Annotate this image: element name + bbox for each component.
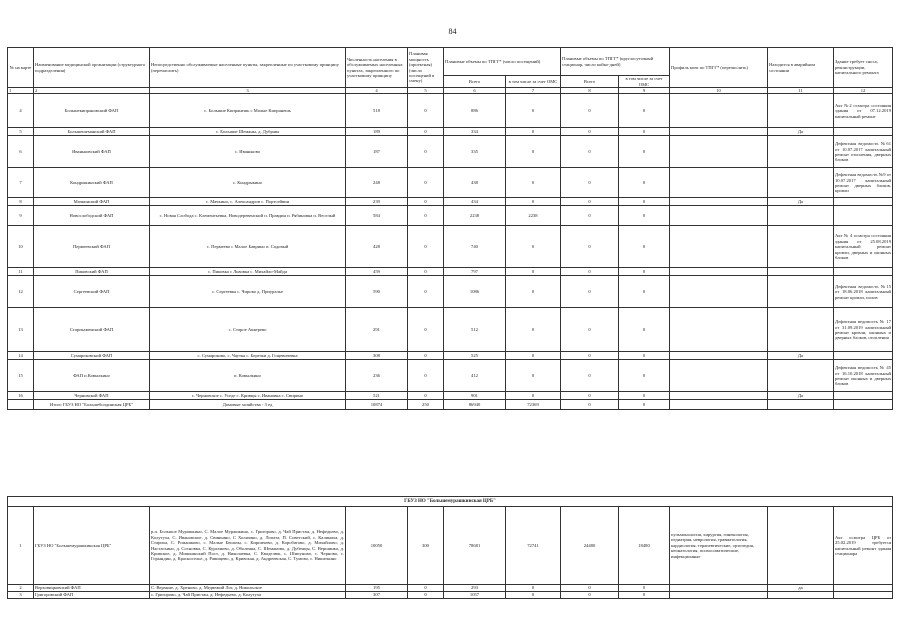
places: с. Иваньково xyxy=(150,136,346,168)
bed-days-oms: 0 xyxy=(619,592,670,599)
visits-oms: 0 xyxy=(506,168,561,198)
bed-profile xyxy=(670,585,768,592)
visits-total: 886 xyxy=(444,94,506,128)
places: с. Сергеевка с. Чирово д. Приуралье xyxy=(150,276,346,308)
murashkino-table xyxy=(7,496,893,599)
repair-note: Акт №2 осмотра состояния здания от 07.12.2019 капитальный ремонт xyxy=(834,94,893,128)
visits-total: 434 xyxy=(444,198,506,206)
visits-total: 2238 xyxy=(444,206,506,226)
col-number: 8 xyxy=(561,88,619,94)
visits-total: 1057 xyxy=(444,592,506,599)
row-number: 10 xyxy=(8,226,34,268)
table-row xyxy=(8,136,893,168)
visits-oms: 0 xyxy=(506,308,561,352)
emergency-status xyxy=(768,136,834,168)
table-row xyxy=(8,352,893,360)
org-name: Большешеманский ФАП xyxy=(34,128,150,136)
capacity: 0 xyxy=(408,206,444,226)
bed-profile xyxy=(670,276,768,308)
repair-note xyxy=(834,400,893,410)
places: с. Новая Слобода с. Клементьевка, Новодеревенский п. Правдин п. Рябиновка п. Веселый xyxy=(150,206,346,226)
emergency-status xyxy=(768,268,834,276)
repair-note xyxy=(834,268,893,276)
places: с. Большие Кипранешь с Малые Кипранешь xyxy=(150,94,346,128)
emergency-status xyxy=(768,94,834,128)
row-number: 8 xyxy=(8,198,34,206)
table-row xyxy=(8,392,893,400)
bed-profile xyxy=(670,226,768,268)
row-number: 5 xyxy=(8,128,34,136)
header-places: Непосредственно обслуживаемые населенные пункты, закрепленные по участковому принципу (перечислить) xyxy=(150,48,346,88)
org-name: Большекипрановский ФАП xyxy=(34,94,150,128)
col-number: 2 xyxy=(34,88,150,94)
col-number: 10 xyxy=(670,88,768,94)
repair-note xyxy=(834,392,893,400)
org-name: ГБУЗ НО "Большемурашкинская ЦРБ" xyxy=(34,507,150,585)
col-number: 12 xyxy=(834,88,893,94)
org-name: Итого ГБУЗ НО "Большеболдинская ЦРБ" xyxy=(34,400,150,410)
org-name: Пиковский ФАП xyxy=(34,268,150,276)
bed-days-oms: 0 xyxy=(619,352,670,360)
capacity: 0 xyxy=(408,360,444,392)
visits-oms: 0 xyxy=(506,352,561,360)
population: 248 xyxy=(346,168,408,198)
visits-oms: 0 xyxy=(506,392,561,400)
population: 10050 xyxy=(346,507,408,585)
org-name: Григоровский ФАП xyxy=(34,592,150,599)
table-row xyxy=(8,206,893,226)
repair-note xyxy=(834,128,893,136)
emergency-status xyxy=(768,226,834,268)
repair-note xyxy=(834,206,893,226)
bed-days-oms: 0 xyxy=(619,585,670,592)
places: с. Черновское с. Уседе с. Кривцы с. Ивановка с. Свирино xyxy=(150,392,346,400)
population: 584 xyxy=(346,206,408,226)
visits-total: 901 xyxy=(444,392,506,400)
population: 239 xyxy=(346,198,408,206)
table-row xyxy=(8,226,893,268)
capacity: 0 xyxy=(408,592,444,599)
bed-profile xyxy=(670,168,768,198)
table-row xyxy=(8,360,893,392)
capacity: 0 xyxy=(408,276,444,308)
bed-days-total: 0 xyxy=(561,168,619,198)
visits-oms: 72741 xyxy=(506,507,561,585)
bed-days-total: 0 xyxy=(561,136,619,168)
bed-profile xyxy=(670,198,768,206)
org-name: Пермеевский ФАП xyxy=(34,226,150,268)
bed-days-total: 0 xyxy=(561,226,619,268)
emergency-status xyxy=(768,360,834,392)
org-name: Мачкинский ФАП xyxy=(34,198,150,206)
bed-days-oms: 0 xyxy=(619,308,670,352)
repair-note xyxy=(834,352,893,360)
visits-oms: 0 xyxy=(506,592,561,599)
bed-profile xyxy=(670,128,768,136)
facilities-table xyxy=(7,47,893,410)
table-row xyxy=(8,168,893,198)
places: с. Мачкино, с. Александров с. Портсейвин xyxy=(150,198,346,206)
capacity: 0 xyxy=(408,136,444,168)
org-name: Черновской ФАП xyxy=(34,392,150,400)
population: 189 xyxy=(346,128,408,136)
table-row xyxy=(8,592,893,599)
visits-oms: 72369 xyxy=(506,400,561,410)
visits-total: 1086 xyxy=(444,276,506,308)
bed-profile xyxy=(670,592,768,599)
col-number: 7 xyxy=(506,88,561,94)
org-name: ФАП п.Ковылкино xyxy=(34,360,150,392)
places: С. Верхние, д. Хреново, д. Медвежий Лог, д. Никольское xyxy=(150,585,346,592)
row-number: 11 xyxy=(8,268,34,276)
table-row xyxy=(8,128,893,136)
places: с. Григорово, д. Чай Пристан, д. Нефедьево, д. Колутуха xyxy=(150,592,346,599)
header-map-number: № на карте xyxy=(8,48,34,88)
population: 195 xyxy=(346,585,408,592)
emergency-status: да xyxy=(768,585,834,592)
capacity: 0 xyxy=(408,198,444,206)
population: 187 xyxy=(346,136,408,168)
bed-days-total: 0 xyxy=(561,360,619,392)
repair-note: Дефектная ведомость №61 от 10.07.2017 капитальный ремонт отопления, дверных блоков xyxy=(834,136,893,168)
emergency-status: Да xyxy=(768,128,834,136)
org-name: Кондрыкинский ФАП xyxy=(34,168,150,198)
bed-days-oms: 0 xyxy=(619,226,670,268)
repair-note: Дефектная ведомость № 45 от 16.10.2018 капитальный ремонт оконных и дверных блоков xyxy=(834,360,893,392)
col-number: 6 xyxy=(444,88,506,94)
emergency-status xyxy=(768,592,834,599)
header-bed-days: Плановые объемы по ТПГГ* (круглосуточный стационар, число койко-дней) xyxy=(561,48,670,76)
visits-total: 740 xyxy=(444,226,506,268)
emergency-status: Да xyxy=(768,352,834,360)
emergency-status xyxy=(768,308,834,352)
row-number: 3 xyxy=(8,592,34,599)
col-number: 11 xyxy=(768,88,834,94)
places: п. Ковылкино xyxy=(150,360,346,392)
col-number: 1 xyxy=(8,88,34,94)
subheader-visits-oms: в том числе за счет ОМС xyxy=(506,76,561,88)
emergency-status xyxy=(768,206,834,226)
visits-oms: 0 xyxy=(506,276,561,308)
bed-days-total: 0 xyxy=(561,206,619,226)
table-row xyxy=(8,198,893,206)
org-name: Сумароковский ФАП xyxy=(34,352,150,360)
header-organization: Наименование медицинской организации (структурного подразделения) xyxy=(34,48,150,88)
subheader-visits-total: Всего xyxy=(444,76,506,88)
table-row xyxy=(8,94,893,128)
population: 10874 xyxy=(346,400,408,410)
bed-days-oms: 0 xyxy=(619,268,670,276)
bed-profile xyxy=(670,206,768,226)
capacity: 0 xyxy=(408,226,444,268)
bed-profile: пульмонология, хирургия, гинекология, педиатрия, неврология, травматология, кардиология, терапевтические, ортопедия, неонатология, психосоматические, инфекционные xyxy=(670,507,768,585)
visits-oms: 2238 xyxy=(506,206,561,226)
bed-days-oms: 0 xyxy=(619,168,670,198)
row-number: 7 xyxy=(8,168,34,198)
places: с. Сумароково, с. Чаутка с. Березки д. Гощевичевка xyxy=(150,352,346,360)
bed-days-total: 0 xyxy=(561,268,619,276)
org-name: Старокаменский ФАП xyxy=(34,308,150,352)
population: 308 xyxy=(346,352,408,360)
capacity: 0 xyxy=(408,585,444,592)
population: 518 xyxy=(346,94,408,128)
header-capacity: Плановая мощность (проектная) (число посещений в смену) xyxy=(408,48,444,88)
bed-days-total: 0 xyxy=(561,592,619,599)
row-number: 6 xyxy=(8,136,34,168)
bed-days-total: 0 xyxy=(561,585,619,592)
row-number: 1 xyxy=(8,507,34,585)
col-number: 9 xyxy=(619,88,670,94)
population: 291 xyxy=(346,308,408,352)
row-number: 13 xyxy=(8,308,34,352)
bed-days-total: 0 xyxy=(561,308,619,352)
emergency-status: Да xyxy=(768,392,834,400)
table-row xyxy=(8,268,893,276)
visits-oms: 0 xyxy=(506,585,561,592)
repair-note xyxy=(834,592,893,599)
subheader-beds-oms: в том числе за счет ОМС xyxy=(619,76,670,88)
repair-note: Дефектная ведомость №9 от 10.07.2017 капитальный ремонт дверных блоков, кровли xyxy=(834,168,893,198)
visits-oms: 0 xyxy=(506,268,561,276)
repair-note: Акт осмотра ЦРБ от 25.02.2019 требуется капитальный ремонт здания стационара xyxy=(834,507,893,585)
visits-total: 78681 xyxy=(444,507,506,585)
repair-note xyxy=(834,198,893,206)
bed-profile xyxy=(670,360,768,392)
places: с. Пиковка с Львовка с. Михайло-Майда xyxy=(150,268,346,276)
capacity: 0 xyxy=(408,352,444,360)
header-population: Численность населения в обслуживаемых населенных пунктах, закрепленного по участковому принципу xyxy=(346,48,408,88)
capacity: 0 xyxy=(408,308,444,352)
emergency-status xyxy=(768,400,834,410)
places: с. Старое Аккерево xyxy=(150,308,346,352)
row-number xyxy=(8,400,34,410)
org-name: Новослободский ФАП xyxy=(34,206,150,226)
bed-days-oms: 0 xyxy=(619,392,670,400)
visits-oms: 0 xyxy=(506,94,561,128)
bed-days-total: 0 xyxy=(561,352,619,360)
population: 236 xyxy=(346,360,408,392)
col-number: 5 xyxy=(408,88,444,94)
header-bed-profile: Профиль коек по ТПГГ* (перечислить) xyxy=(670,48,768,88)
population: 521 xyxy=(346,392,408,400)
repair-note xyxy=(834,585,893,592)
section-title: ГБУЗ НО "Большемурашкинская ЦРБ" xyxy=(8,497,893,507)
visits-total: 797 xyxy=(444,268,506,276)
visits-total: 512 xyxy=(444,308,506,352)
visits-oms: 0 xyxy=(506,198,561,206)
table-row xyxy=(8,400,893,410)
bed-days-oms: 0 xyxy=(619,128,670,136)
places: с. Кондрыкино xyxy=(150,168,346,198)
population: 459 xyxy=(346,268,408,276)
visits-total: 293 xyxy=(444,585,506,592)
bed-days-oms: 18480 xyxy=(619,507,670,585)
table-row xyxy=(8,276,893,308)
bed-days-total: 0 xyxy=(561,198,619,206)
visits-oms: 0 xyxy=(506,360,561,392)
org-name: Сергеевский ФАП xyxy=(34,276,150,308)
bed-days-total: 0 xyxy=(561,128,619,136)
row-number: 2 xyxy=(8,585,34,592)
table-row xyxy=(8,308,893,352)
capacity: 0 xyxy=(408,128,444,136)
repair-note: Дефектная ведомость № 17 от 31.09.2019 капитальный ремонт кровли, оконных и дверных блоков, отопления xyxy=(834,308,893,352)
bed-profile xyxy=(670,308,768,352)
row-number: 15 xyxy=(8,360,34,392)
population: 307 xyxy=(346,592,408,599)
emergency-status xyxy=(768,168,834,198)
capacity: 0 xyxy=(408,168,444,198)
visits-oms: 0 xyxy=(506,226,561,268)
subheader-beds-total: Всего xyxy=(561,76,619,88)
capacity: 0 xyxy=(408,392,444,400)
col-number: 3 xyxy=(150,88,346,94)
bed-days-total: 0 xyxy=(561,276,619,308)
table-row xyxy=(8,585,893,592)
visits-total: 334 xyxy=(444,128,506,136)
header-emergency: Находится в аварийном состоянии xyxy=(768,48,834,88)
capacity: 0 xyxy=(408,94,444,128)
visits-total: 438 xyxy=(444,168,506,198)
bed-days-oms: 0 xyxy=(619,360,670,392)
visits-oms: 0 xyxy=(506,136,561,168)
places: с. Пермеево с Малое Баврино п. Садовый xyxy=(150,226,346,268)
bed-days-oms: 0 xyxy=(619,94,670,128)
visits-total: 335 xyxy=(444,136,506,168)
bed-days-total: 0 xyxy=(561,94,619,128)
row-number: 9 xyxy=(8,206,34,226)
table-row xyxy=(8,507,893,585)
population: 590 xyxy=(346,276,408,308)
bed-days-total: 0 xyxy=(561,400,619,410)
places: Домовые хозяйства - 3 ед xyxy=(150,400,346,410)
bed-days-total: 24480 xyxy=(561,507,619,585)
places: р.п. Большое Мурашкино, С. Малое Мурашкино, с. Григорово, д. Чай Пристан, д. Нефедьево, д. Колутуха, С. Ивановское, д. Свиньино, С Холязино, д. Лопата, П. Советский, с. Калиниха, д. Стариха, С. Ромашково, с. Малые Бешазы, с. Кирпичево, д. Коробатово, д. Михайлово, д. Настасьино, д. Сосновка, С. Курганово, д. Оболенка, С. Шеманово, д. Дубенцы, С. Вершинка, д. Кривское, д. Мишкинский Пост, д. Николаевка, С. Кваделюк, с. Шипуново, с. Черново, с. Горындин, д. Красноселье, д. Равищево, д. Кривская, д. Андреевская, С. Тумово, с. Никиткино xyxy=(150,507,346,585)
row-number: 12 xyxy=(8,276,34,308)
places: с. Большие Шеманы, д. Дубрава xyxy=(150,128,346,136)
header-repair: Здание требует сноса, реконструкции, капитального ремонта xyxy=(834,48,893,88)
repair-note: Акт № 4 осмотра состояния здания от 25.08.2019 капитальный ремонт кровли, дверных и оконных блоков xyxy=(834,226,893,268)
bed-days-oms: 0 xyxy=(619,206,670,226)
bed-profile xyxy=(670,392,768,400)
col-number: 4 xyxy=(346,88,408,94)
visits-total: 412 xyxy=(444,360,506,392)
org-name: Иваньковский ФАП xyxy=(34,136,150,168)
row-number: 14 xyxy=(8,352,34,360)
emergency-status: Да xyxy=(768,198,834,206)
bed-days-total: 0 xyxy=(561,392,619,400)
bed-profile xyxy=(670,400,768,410)
bed-profile xyxy=(670,352,768,360)
header-visits: Плановые объемы по ТПГГ* (число посещений) xyxy=(444,48,561,76)
emergency-status xyxy=(768,507,834,585)
org-name: Верховицковский ФАП xyxy=(34,585,150,592)
capacity: 250 xyxy=(408,400,444,410)
bed-profile xyxy=(670,268,768,276)
visits-total: 86940 xyxy=(444,400,506,410)
population: 428 xyxy=(346,226,408,268)
visits-total: 525 xyxy=(444,352,506,360)
bed-days-oms: 0 xyxy=(619,276,670,308)
emergency-status xyxy=(768,276,834,308)
bed-days-oms: 0 xyxy=(619,400,670,410)
row-number: 4 xyxy=(8,94,34,128)
repair-note: Дефектная ведомость №15 от 18.06.2018 капитальный ремонт кровли, полов xyxy=(834,276,893,308)
capacity: 300 xyxy=(408,507,444,585)
visits-oms: 0 xyxy=(506,128,561,136)
bed-days-oms: 0 xyxy=(619,198,670,206)
capacity: 0 xyxy=(408,268,444,276)
bed-profile xyxy=(670,94,768,128)
bed-profile xyxy=(670,136,768,168)
row-number: 16 xyxy=(8,392,34,400)
bed-days-oms: 0 xyxy=(619,136,670,168)
page-number: 84 xyxy=(448,27,457,36)
